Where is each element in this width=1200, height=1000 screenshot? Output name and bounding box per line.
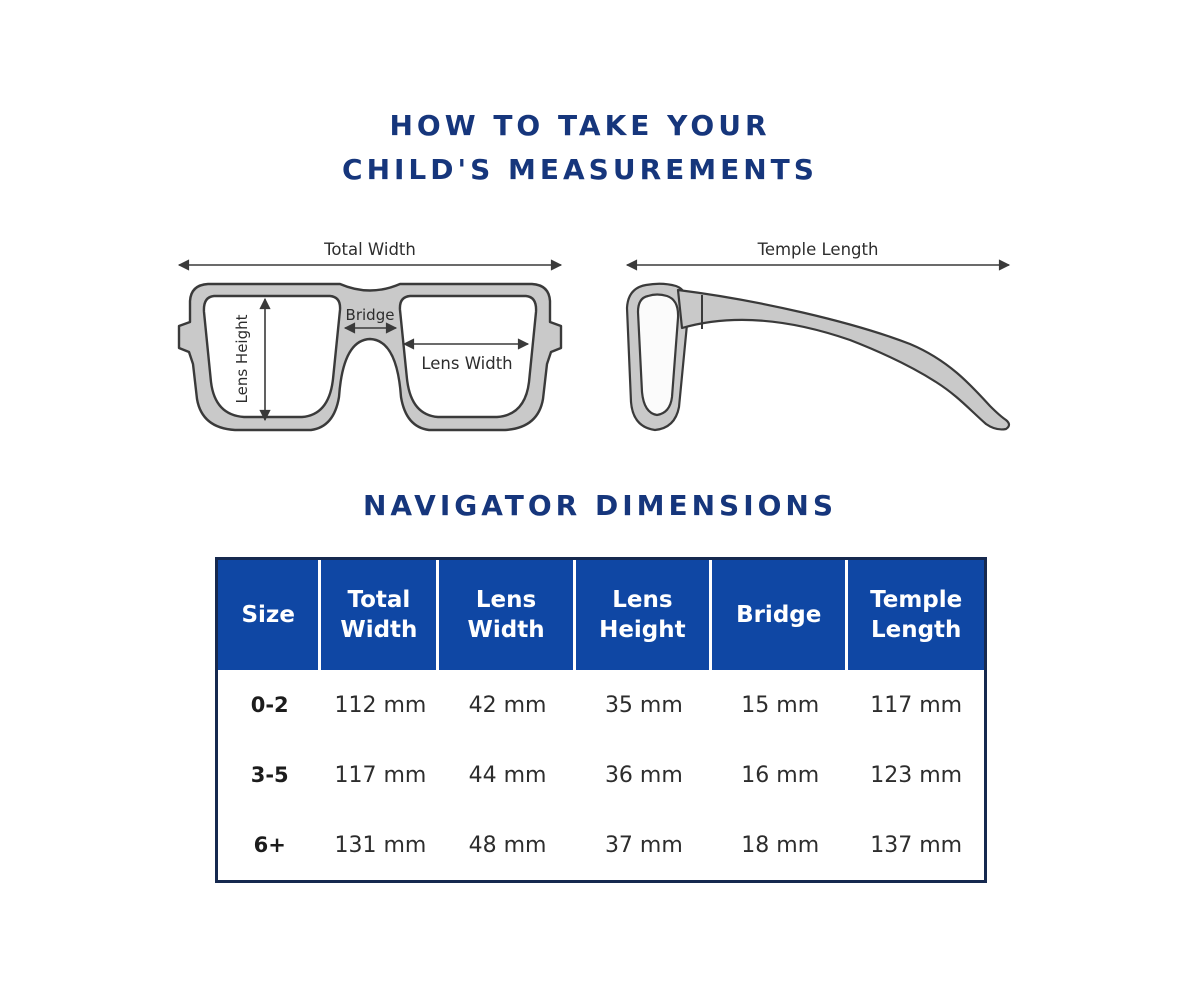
- temple-length-cell: 123 mm: [848, 740, 984, 810]
- lens-height-cell: 37 mm: [576, 810, 712, 880]
- total-width-cell: 117 mm: [321, 740, 439, 810]
- glasses-side-lens: [638, 295, 678, 416]
- size-cell: 3-5: [218, 740, 321, 810]
- header-lens-height: Lens Height: [576, 560, 712, 670]
- lens-height-label: Lens Height: [233, 314, 251, 404]
- page-title-line2: CHILD'S MEASUREMENTS: [342, 153, 818, 186]
- lens-height-cell: 36 mm: [576, 740, 712, 810]
- header-bridge: Bridge: [712, 560, 848, 670]
- table-row: [218, 810, 984, 880]
- total-width-label: Total Width: [324, 240, 416, 259]
- page-title-line1: HOW TO TAKE YOUR: [389, 109, 771, 142]
- bridge-cell: 15 mm: [712, 670, 848, 740]
- page-title: [0, 104, 1160, 192]
- size-cell: 0-2: [218, 670, 321, 740]
- lens-width-cell: 48 mm: [439, 810, 575, 880]
- total-width-cell: 131 mm: [321, 810, 439, 880]
- lens-width-label: Lens Width: [421, 354, 513, 373]
- lens-width-cell: 42 mm: [439, 670, 575, 740]
- glasses-side-temple-arm: [678, 290, 1009, 429]
- size-cell: 6+: [218, 810, 321, 880]
- lens-height-cell: 35 mm: [576, 670, 712, 740]
- temple-length-cell: 137 mm: [848, 810, 984, 880]
- temple-length-cell: 117 mm: [848, 670, 984, 740]
- header-total-width: Total Width: [321, 560, 439, 670]
- bridge-cell: 18 mm: [712, 810, 848, 880]
- glasses-front-diagram: [170, 234, 570, 434]
- section-title: NAVIGATOR DIMENSIONS: [362, 489, 838, 522]
- temple-length-label: Temple Length: [757, 240, 879, 259]
- bridge-cell: 16 mm: [712, 740, 848, 810]
- bridge-label: Bridge: [345, 306, 395, 324]
- glasses-side-diagram: [618, 234, 1018, 434]
- total-width-cell: 112 mm: [321, 670, 439, 740]
- table-row: [218, 670, 984, 740]
- dimensions-table: [215, 557, 987, 883]
- header-size: Size: [218, 560, 321, 670]
- table-row: [218, 740, 984, 810]
- header-temple-length: Temple Length: [848, 560, 984, 670]
- table-body: [218, 670, 984, 880]
- lens-width-cell: 44 mm: [439, 740, 575, 810]
- header-lens-width: Lens Width: [439, 560, 575, 670]
- table-header-row: [218, 560, 984, 670]
